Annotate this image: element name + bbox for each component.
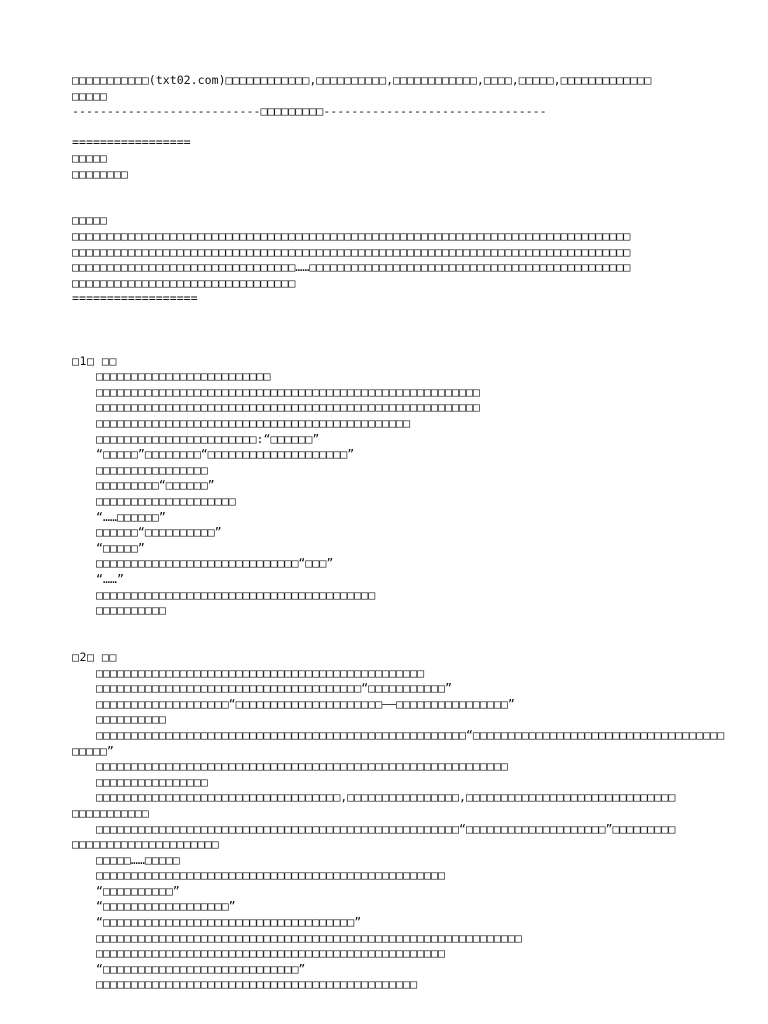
chapter-heading: □1□ □□ [72, 353, 117, 368]
intro-line: □□□□□□□□□□□□□□□□□□□□□□□□□□□□□□□□□□□□□□□□□□□□□□□□□□□□□□□□□□□□□□□□□□□□□□□□□□□□□□□□ [72, 244, 631, 259]
paragraph-line: “□□□□□□□□□□□□□□□□□□” [96, 899, 236, 914]
chapter-body [72, 369, 702, 619]
header-divider: ---------------------------□□□□□□□□□-------------------------------- [72, 104, 547, 119]
paragraph-line: □□□□□□□□□□□□□□□□ [96, 774, 208, 789]
document-body [72, 73, 725, 993]
paragraph-line: □□□□□□□□□□□□□□□□□□□□□□□□□□□□□□□□□□□□□□□□□□□□□ [96, 416, 411, 431]
paragraph-line: □□□□□□□□□□□□□□□□□□□□□□□□□□□□□□□□□□□□□□“□□□□□□□□□□□” [96, 681, 452, 696]
paragraph-line: □□□□□□□□□□□□□□□□□□□□□□□□□□□□□□□□□□□□□□□□□□□□□□□□□□ [96, 868, 446, 883]
paragraph-line: □□□□□□□□□□□□□□□□□□□□□□□:“□□□□□□” [96, 431, 320, 446]
spacer [72, 338, 702, 354]
chapter-heading: □2□ □□ [72, 649, 117, 664]
paragraph-line: “□□□□□□□□□□□□□□□□□□□□□□□□□□□□” [96, 961, 306, 976]
book-author: □□□□□□□□ [72, 166, 128, 181]
rule-bottom: ================== [72, 291, 198, 306]
spacer [72, 198, 702, 214]
header-line: □□□□□ [72, 88, 107, 103]
paragraph-line: “□□□□□□□□□□” [96, 883, 180, 898]
paragraph-line: □□□□□□□□□□□□□□□□□□□□□□□□□□□□□□□□□□□□□□□□□□□□□□ [96, 977, 418, 992]
paragraph-line: □□□□□□□□□□□ [72, 805, 149, 820]
intro-line: □□□□□□□□□□□□□□□□□□□□□□□□□□□□□□□□ [72, 275, 296, 290]
book-title: □□□□□ [72, 150, 107, 165]
paragraph-line: □□□□□□□□□□□□□□□□□□□□□□□□□□□□□□□□□□□□□□□□□□□□□□□□□□ [96, 946, 446, 961]
paragraph-line: “□□□□□”□□□□□□□□“□□□□□□□□□□□□□□□□□□□□” [96, 447, 355, 462]
paragraph-line: □□□□□□□□□□ [96, 603, 166, 618]
spacer [72, 120, 702, 136]
paragraph-line: □□□□□□□□□□□□□□□□□□□□□ [72, 837, 219, 852]
paragraph-line: □□□□□□□□□□□□□□□□□□□□□□□□□□□□□□□□□□□□□□□□□□□□□□□□□□□□□□□□□□□□□ [96, 930, 522, 945]
paragraph-line: □□□□□□□□□□□□□□□□□□□□□□□□□□□□□□□□□□□□□□□□□□□□□□□□□□□□□□□ [96, 384, 480, 399]
paragraph-line: “□□□□□□□□□□□□□□□□□□□□□□□□□□□□□□□□□□□□” [96, 915, 362, 930]
header-line: □□□□□□□□□□□(txt02.com)□□□□□□□□□□□□,□□□□□□□□□□,□□□□□□□□□□□□,□□□□,□□□□□,□□□□□□□□□□□□□ [72, 73, 652, 87]
paragraph-line: □□□□□□□□□□ [96, 712, 166, 727]
paragraph-line: □□□□□□□□□□□□□□□□□□□□□□□□□□□□□□□□□□□,□□□□□□□□□□□□□□□□,□□□□□□□□□□□□□□□□□□□□□□□□□□□□□□ [96, 790, 676, 805]
spacer [72, 619, 702, 635]
intro-line: □□□□□□□□□□□□□□□□□□□□□□□□□□□□□□□□□□□□□□□□□□□□□□□□□□□□□□□□□□□□□□□□□□□□□□□□□□□□□□□□ [72, 228, 631, 243]
paragraph-line: □□□□□□□□□□□□□□□□□□□□□□□□□ [96, 369, 271, 384]
spacer [72, 323, 702, 339]
spacer [72, 182, 702, 198]
chapter-body [72, 665, 725, 993]
spacer [72, 307, 702, 323]
paragraph-line: □□□□□□□□□□□□□□□□□□□□□□□□□□□□□□□□□□□□□□□□ [96, 587, 376, 602]
paragraph-line: “……□□□□□□” [96, 509, 166, 524]
paragraph-line: □□□□□□□□□□□□□□□□□□□□□□□□□□□□□□□□□□□□□□□□□□□□□□□□□□□□□“□□□□□□□□□□□□□□□□□□□□□□□□□□□□□□□□□□□□ [96, 727, 725, 742]
paragraph-line: □□□□□□□□□□□□□□□□□□□□□□□□□□□□□□□□□□□□□□□□□□□□□□□□□□□□□□□□□□□ [96, 759, 508, 774]
paragraph-line: □□□□□□□□□□□□□□□□□□□□□□□□□□□□□□□□□□□□□□□□□□□□□□□□□□□□□□□ [96, 400, 480, 415]
intro-label: □□□□□ [72, 213, 107, 228]
paragraph-line: □□□□□□□□□□□□□□□□□□□□□□□□□□□□□□□□□□□□□□□□□□□□□□□ [96, 665, 425, 680]
paragraph-line: □□□□□□□□□“□□□□□□” [96, 478, 215, 493]
paragraph-line: □□□□□□□□□□□□□□□□□□□“□□□□□□□□□□□□□□□□□□□□□——□□□□□□□□□□□□□□□□” [96, 696, 515, 711]
paragraph-line: “□□□□□” [96, 540, 145, 555]
paragraph-line: □□□□□□□□□□□□□□□□□□□□□□□□□□□□□□□□□□□□□□□□□□□□□□□□□□□□“□□□□□□□□□□□□□□□□□□□□”□□□□□□□□□ [96, 821, 676, 836]
paragraph-line: □□□□□……□□□□□ [96, 852, 180, 867]
paragraph-line: □□□□□□□□□□□□□□□□□□□□ [96, 494, 236, 509]
paragraph-line: □□□□□□“□□□□□□□□□□” [96, 525, 222, 540]
paragraph-line: □□□□□□□□□□□□□□□□□□□□□□□□□□□□□“□□□” [96, 556, 334, 571]
paragraph-line: □□□□□□□□□□□□□□□□ [96, 462, 208, 477]
rule-top: ================= [72, 135, 191, 150]
paragraph-line: “……” [96, 572, 124, 586]
paragraph-line: □□□□□” [72, 743, 114, 758]
intro-line: □□□□□□□□□□□□□□□□□□□□□□□□□□□□□□□□……□□□□□□□□□□□□□□□□□□□□□□□□□□□□□□□□□□□□□□□□□□□□□□ [72, 260, 631, 275]
spacer [72, 634, 702, 650]
